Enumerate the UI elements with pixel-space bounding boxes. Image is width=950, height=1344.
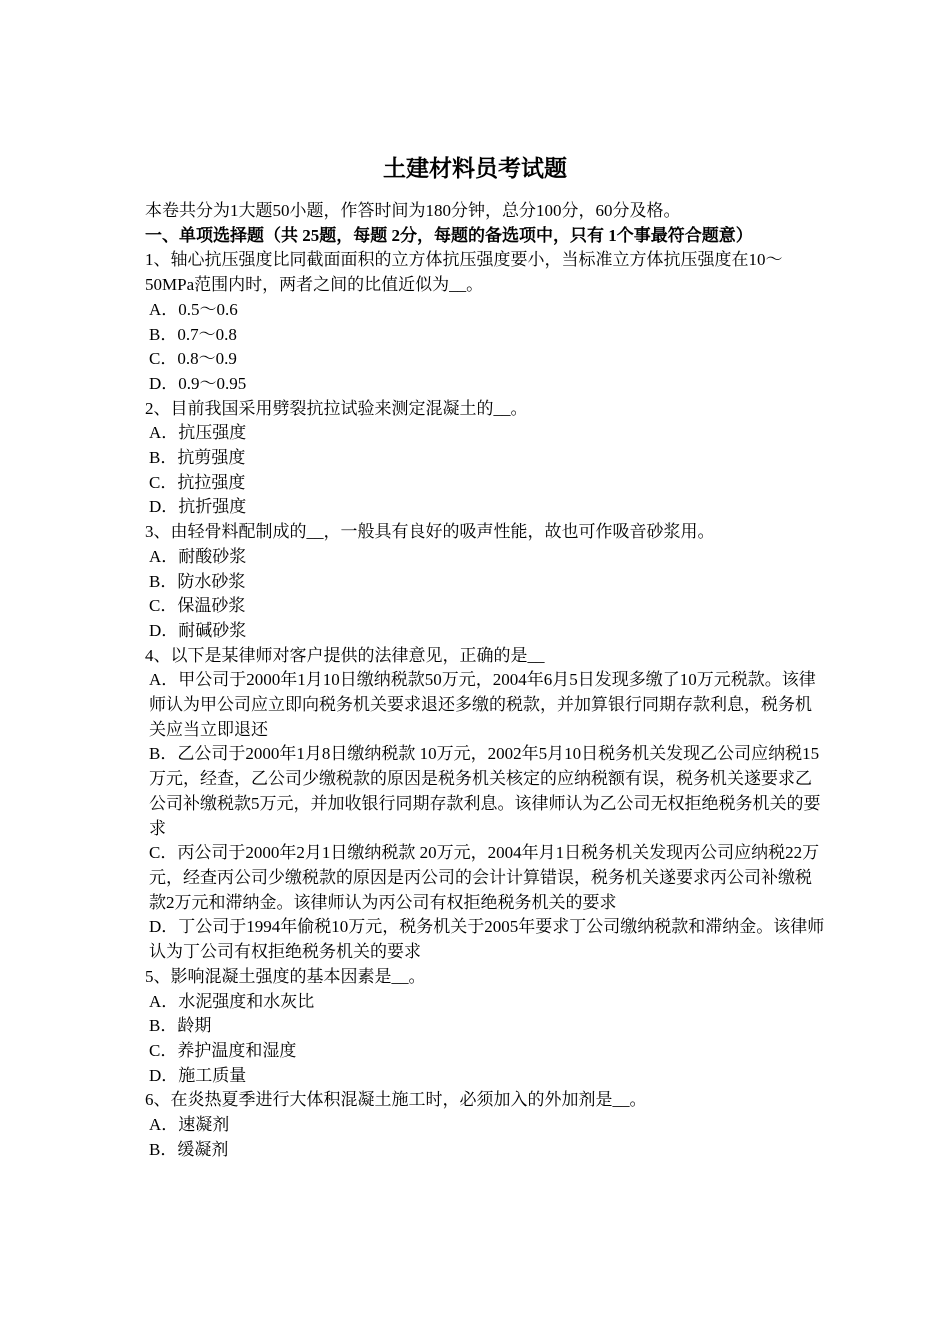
option-d: D．施工质量: [149, 1065, 247, 1085]
option-b: B．龄期: [149, 1016, 212, 1036]
option-c: C．丙公司于2000年2月1日缴纳税款 20万元，2004年月1日税务机关发现丙公司应纳税22万元，经查丙公司少缴税款的原因是丙公司的会计计算错误，税务机关遂要求丙公司补缴税款2万元和滞纳金。该律师认为丙公司有权拒绝税务机关的要求: [149, 843, 820, 912]
question-block: [145, 644, 825, 965]
question-block: [145, 965, 825, 1089]
option-d: D．耐碱砂浆: [149, 620, 247, 640]
option-c: C．0.8～0.9: [149, 349, 237, 369]
section-heading: 一、单项选择题（共 25题，每题 2分，每题的备选项中，只有 1个事最符合题意）: [145, 225, 753, 245]
option-d: D．丁公司于1994年偷税10万元，税务机关于2005年要求丁公司缴纳税款和滞纳金。该律师认为丁公司有权拒绝税务机关的要求: [149, 917, 825, 962]
question-stem: 5、影响混凝土强度的基本因素是__。: [145, 966, 426, 986]
option-b: B．0.7～0.8: [149, 324, 237, 344]
question-block: [145, 520, 825, 644]
option-c: C．保温砂浆: [149, 596, 246, 616]
question-stem: 3、由轻骨料配制成的__，一般具有良好的吸声性能，故也可作吸音砂浆用。: [145, 522, 715, 542]
option-a: A．抗压强度: [149, 423, 247, 443]
option-d: D．0.9～0.95: [149, 373, 247, 393]
document-body: [145, 199, 825, 1162]
option-b: B．抗剪强度: [149, 448, 246, 468]
question-block: [145, 397, 825, 521]
page-title: 土建材料员考试题: [383, 156, 567, 181]
question-block: [145, 248, 825, 396]
question-stem: 2、目前我国采用劈裂抗拉试验来测定混凝土的__。: [145, 398, 528, 418]
question-stem: 4、以下是某律师对客户提供的法律意见，正确的是__: [145, 645, 545, 665]
option-c: C．养护温度和湿度: [149, 1040, 297, 1060]
option-b: B．防水砂浆: [149, 571, 246, 591]
option-d: D．抗折强度: [149, 497, 247, 517]
question-stem: 1、轴心抗压强度比同截面面积的立方体抗压强度要小，当标准立方体抗压强度在10～50MPa范围内时，两者之间的比值近似为__。: [145, 250, 783, 295]
intro-text: 本卷共分为1大题50小题，作答时间为180分钟，总分100分，60分及格。: [145, 201, 681, 220]
option-c: C．抗拉强度: [149, 472, 246, 492]
option-a: A．速凝剂: [149, 1115, 230, 1135]
option-a: A．耐酸砂浆: [149, 546, 247, 566]
option-a: A．甲公司于2000年1月10日缴纳税款50万元，2004年6月5日发现多缴了10万元税款。该律师认为甲公司应立即向税务机关要求退还多缴的税款，并加算银行同期存款利息，税务机关应当立即退还: [149, 670, 816, 739]
option-a: A．0.5～0.6: [149, 299, 238, 319]
option-b: B．缓凝剂: [149, 1139, 229, 1159]
question-stem: 6、在炎热夏季进行大体积混凝土施工时，必须加入的外加剂是__。: [145, 1090, 647, 1110]
option-b: B．乙公司于2000年1月8日缴纳税款 10万元，2002年5月10日税务机关发现乙公司应纳税15万元，经查，乙公司少缴税款的原因是税务机关核定的应纳税额有误，税务机关遂要求乙公司补缴税款5万元，并加收银行同期存款利息。该律师认为乙公司无权拒绝税务机关的要求: [149, 744, 821, 838]
question-block: [145, 1088, 825, 1162]
option-a: A．水泥强度和水灰比: [149, 991, 315, 1011]
